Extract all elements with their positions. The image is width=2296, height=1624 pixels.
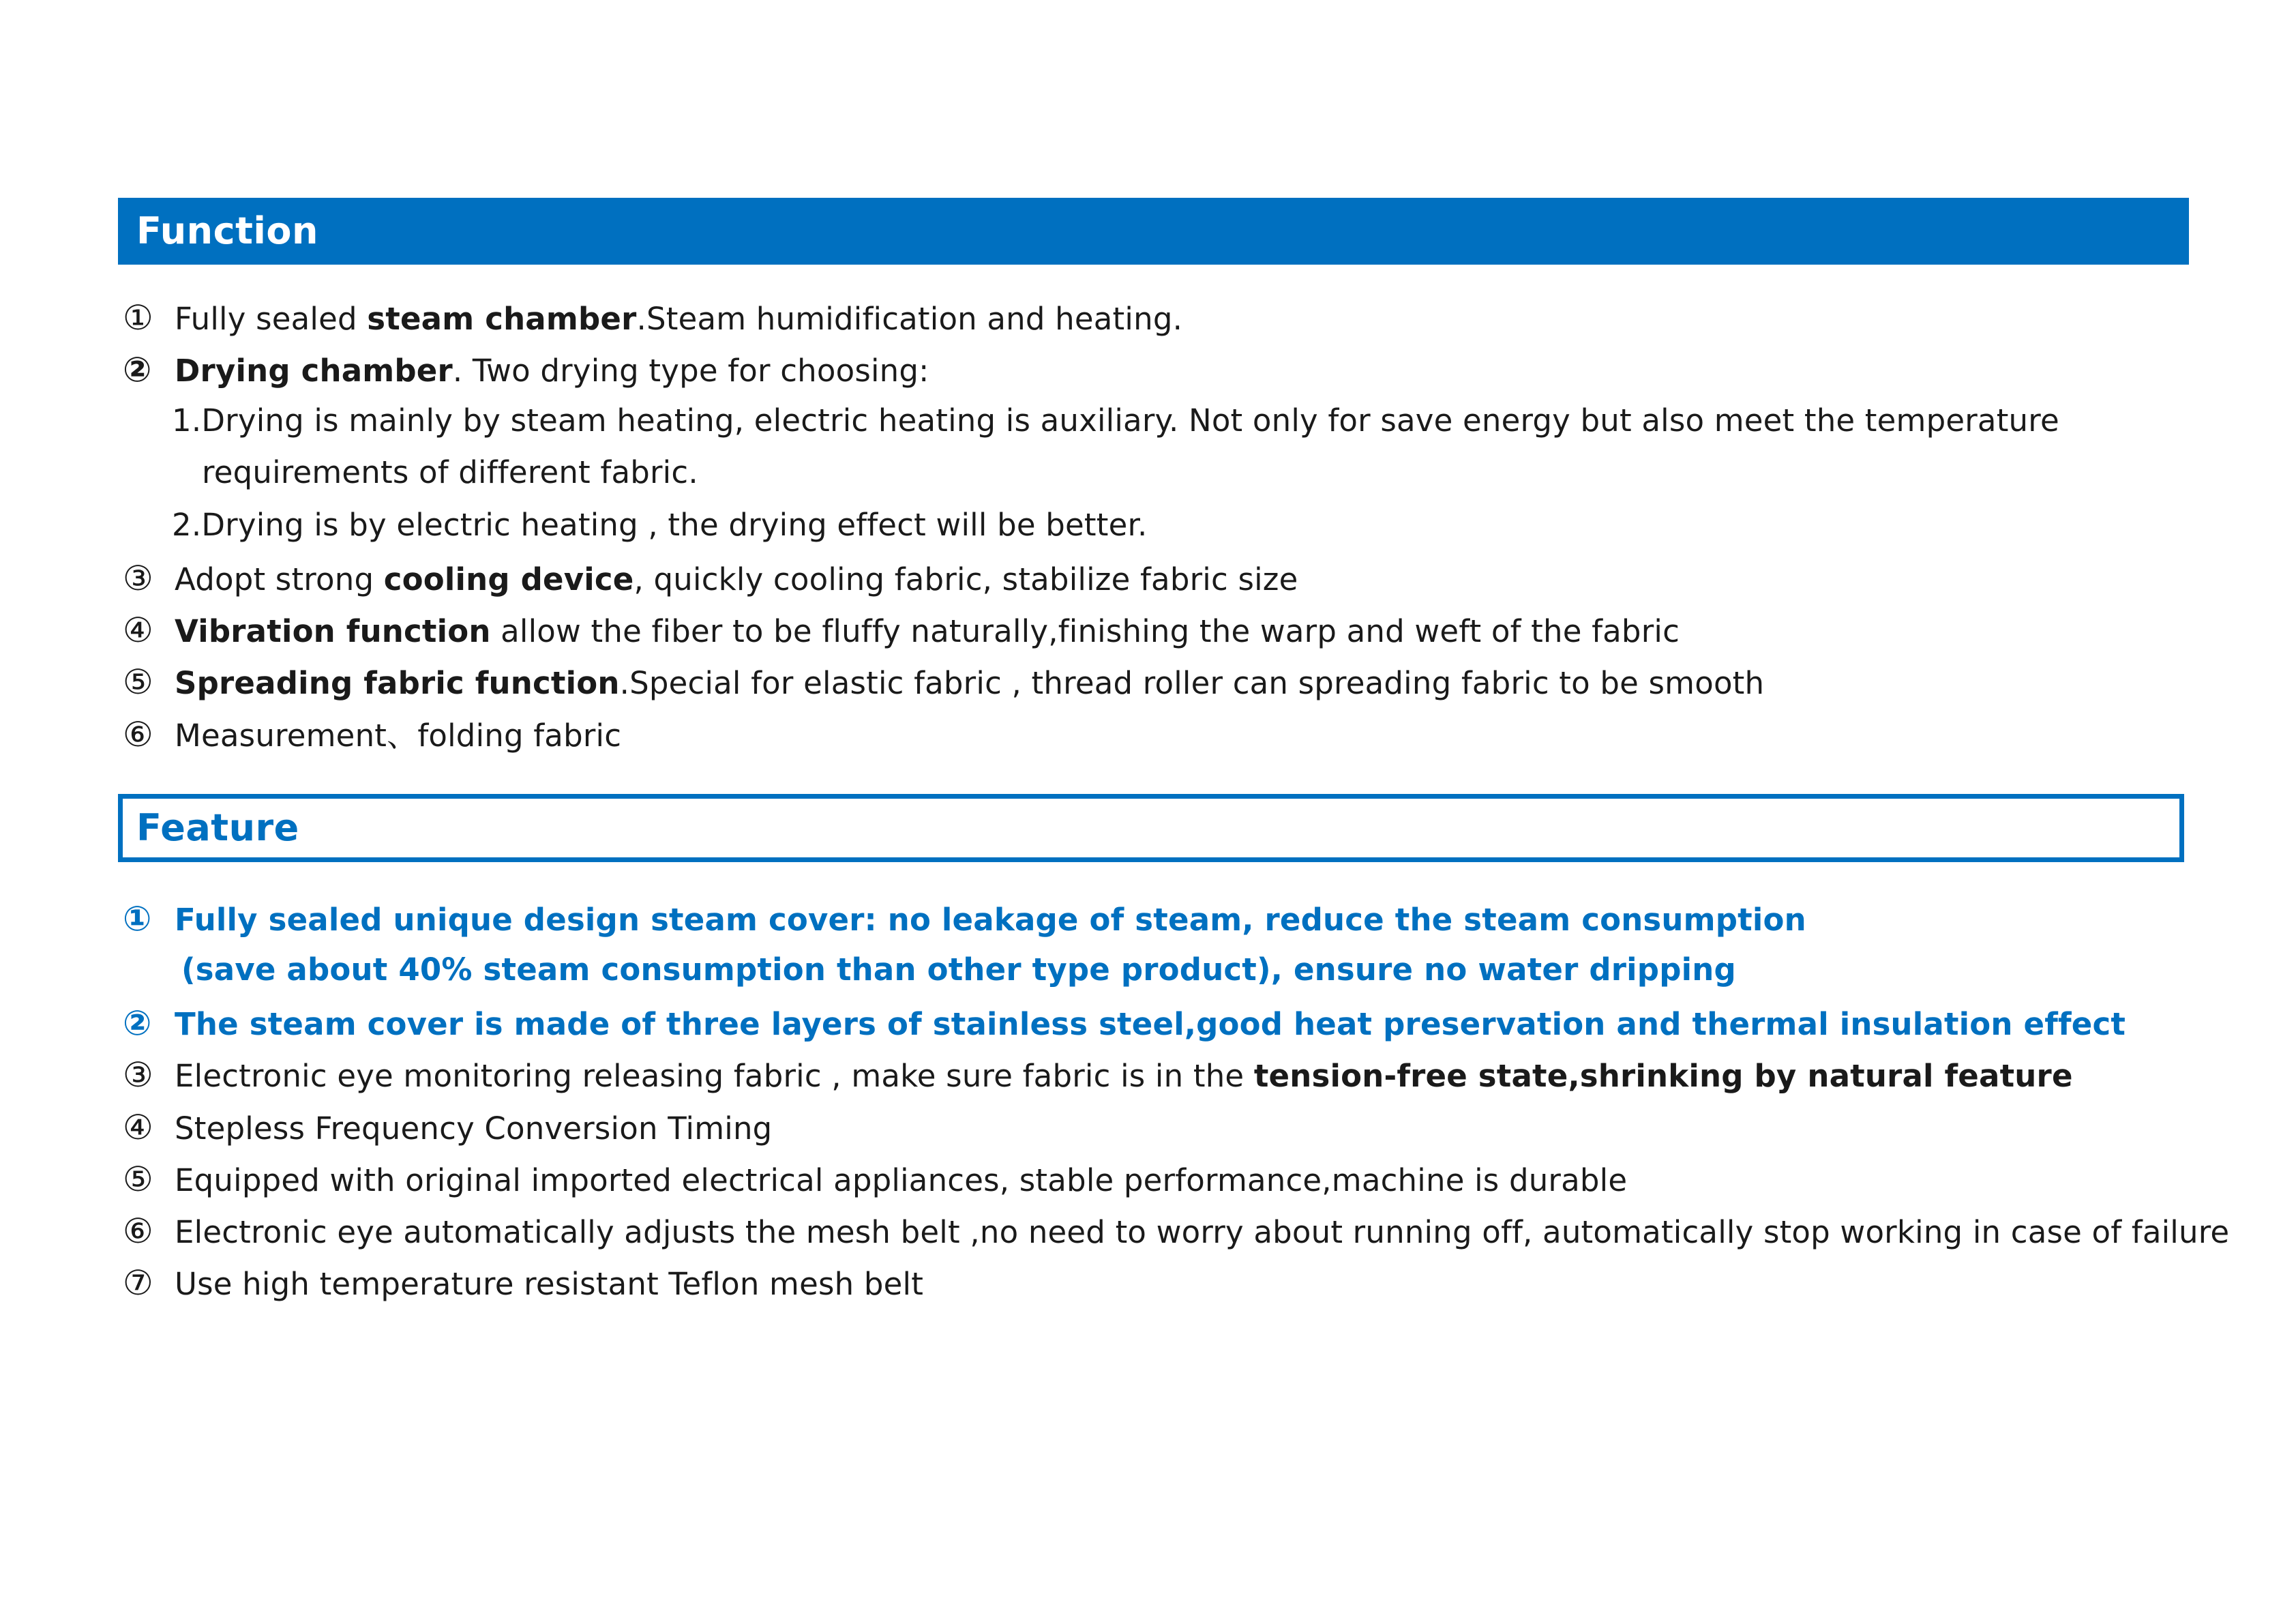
item-text: Fully sealed xyxy=(175,301,368,337)
item-text: Electronic eye automatically adjusts the mesh belt ,no need to worry about running off, automatically stop working in case of failure xyxy=(175,1214,2230,1250)
subitem-text: requirements of different fabric. xyxy=(202,454,698,490)
feature-item-4 xyxy=(123,1110,772,1145)
item-number: ③ xyxy=(123,1055,154,1095)
function-item-6 xyxy=(123,715,622,754)
function-item-4 xyxy=(123,610,1680,650)
item-number: ② xyxy=(123,1003,152,1043)
feature-item-2 xyxy=(123,1003,2126,1043)
function-subitem-2 xyxy=(172,507,1148,543)
item-text: Measurement、folding fabric xyxy=(175,718,622,754)
item-text: Adopt strong xyxy=(175,561,384,597)
item-bold-text: cooling device xyxy=(383,561,634,597)
function-subitem-1 xyxy=(172,402,2059,439)
feature-item-3 xyxy=(123,1055,2073,1095)
item-text: allow the fiber to be fluffy naturally,finishing the warp and weft of the fabric xyxy=(490,613,1680,649)
item-bold-text: Vibration function xyxy=(175,613,491,649)
feature-header-box xyxy=(118,794,2184,862)
item-text: . Two drying type for choosing: xyxy=(452,353,929,389)
feature-item-1 xyxy=(123,899,1806,939)
item-text: Fully sealed unique design steam cover: no leakage of steam, reduce the steam consumption xyxy=(175,902,1806,938)
item-text: .Special for elastic fabric , thread roller can spreading fabric to be smooth xyxy=(619,665,1765,701)
function-subitem-1-continued xyxy=(202,454,698,490)
item-text: Stepless Frequency Conversion Timing xyxy=(175,1110,773,1147)
function-item-3 xyxy=(123,559,1298,598)
feature-item-1-continued xyxy=(181,951,1736,988)
feature-item-5 xyxy=(123,1160,1628,1199)
function-header-bar xyxy=(118,198,2189,265)
item-bold-text: tension-free state,shrinking by natural feature xyxy=(1253,1058,2073,1094)
item-text: Equipped with original imported electrical appliances, stable performance,machine is durable xyxy=(175,1162,1628,1198)
item-text: (save about 40% steam consumption than other type product), ensure no water dripping xyxy=(181,951,1736,988)
item-bold-text: steam chamber xyxy=(367,301,637,337)
function-item-5 xyxy=(123,662,1765,702)
item-number: ③ xyxy=(123,559,154,598)
item-bold-text: Spreading fabric function xyxy=(175,665,620,701)
item-number: ② xyxy=(123,350,152,389)
item-text: , quickly cooling fabric, stabilize fabric size xyxy=(633,561,1298,597)
item-text: Use high temperature resistant Teflon mesh belt xyxy=(175,1266,924,1302)
item-number: ⑥ xyxy=(123,715,154,754)
item-text: The steam cover is made of three layers of stainless steel,good heat preservation and thermal insulation effect xyxy=(175,1006,2126,1042)
item-number: ① xyxy=(123,298,154,338)
item-number: ⑥ xyxy=(123,1211,154,1251)
function-item-1 xyxy=(123,298,1183,338)
item-text: .Steam humidification and heating. xyxy=(636,301,1183,337)
item-number: ⑤ xyxy=(123,1160,154,1199)
feature-title: Feature xyxy=(136,806,299,849)
item-number: ① xyxy=(123,899,152,939)
subitem-text: 1.Drying is mainly by steam heating, electric heating is auxiliary. Not only for save energy but also meet the temperature xyxy=(172,402,2059,439)
function-title: Function xyxy=(136,209,318,252)
item-number: ④ xyxy=(123,610,154,650)
subitem-text: 2.Drying is by electric heating , the drying effect will be better. xyxy=(172,507,1148,543)
item-number: ⑦ xyxy=(123,1263,154,1303)
item-bold-text: Drying chamber xyxy=(175,353,453,389)
item-number: ④ xyxy=(123,1108,154,1147)
feature-item-6 xyxy=(123,1211,2230,1251)
item-text: Electronic eye monitoring releasing fabric , make sure fabric is in the xyxy=(175,1058,1254,1094)
item-number: ⑤ xyxy=(123,662,154,702)
feature-item-7 xyxy=(123,1263,924,1303)
function-item-2 xyxy=(123,350,929,389)
